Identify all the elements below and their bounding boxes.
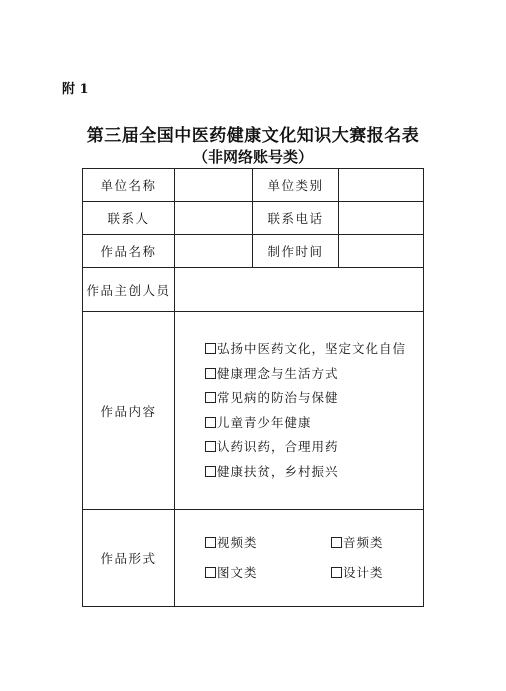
content-options (175, 312, 424, 510)
phone-label: 联系电话 (253, 202, 339, 235)
form-type-options (175, 510, 424, 607)
content-option[interactable] (205, 362, 423, 387)
row-content (83, 312, 424, 510)
checkbox[interactable] (331, 567, 342, 578)
checkbox[interactable] (331, 537, 342, 548)
unit-name-field[interactable] (175, 169, 253, 202)
form-option[interactable] (205, 531, 331, 556)
option-label: 图文类 (217, 565, 258, 580)
option-label: 视频类 (217, 534, 258, 550)
checkbox[interactable] (205, 567, 216, 578)
creators-field[interactable] (175, 268, 424, 312)
option-label: 健康扶贫，乡村振兴 (217, 463, 339, 479)
contact-field[interactable] (175, 202, 253, 235)
option-label: 儿童青少年健康 (217, 414, 312, 430)
form-option[interactable] (331, 561, 411, 586)
row-unit (83, 169, 424, 202)
checkbox[interactable] (205, 466, 216, 477)
unit-type-label: 单位类别 (253, 169, 339, 202)
option-label: 音频类 (343, 534, 384, 550)
made-time-field[interactable] (339, 235, 424, 268)
option-label: 认药识药，合理用药 (217, 439, 339, 454)
content-option[interactable] (205, 386, 423, 411)
content-label: 作品内容 (83, 312, 175, 510)
form-type-label: 作品形式 (83, 510, 175, 607)
option-label: 健康理念与生活方式 (217, 365, 339, 381)
checkbox[interactable] (205, 343, 216, 354)
content-option[interactable] (205, 435, 423, 460)
work-name-field[interactable] (175, 235, 253, 268)
content-option[interactable] (205, 460, 423, 485)
creators-label: 作品主创人员 (83, 268, 175, 312)
form-title: 第三届全国中医药健康文化知识大赛报名表 (86, 126, 420, 146)
checkbox[interactable] (205, 537, 216, 548)
work-name-label: 作品名称 (83, 235, 175, 268)
content-option[interactable] (205, 411, 423, 436)
form-option[interactable] (205, 561, 331, 586)
row-contact (83, 202, 424, 235)
form-option[interactable] (331, 531, 411, 556)
checkbox[interactable] (205, 392, 216, 403)
unit-type-field[interactable] (339, 169, 424, 202)
option-label: 设计类 (343, 565, 384, 580)
row-form (83, 510, 424, 607)
contact-label: 联系人 (83, 202, 175, 235)
checkbox[interactable] (205, 441, 216, 452)
attachment-label: 附 1 (62, 82, 89, 97)
unit-name-label: 单位名称 (83, 169, 175, 202)
form-subtitle: （非网络账号类） (192, 148, 313, 166)
option-label: 弘扬中医药文化，坚定文化自信 (217, 341, 407, 356)
checkbox[interactable] (205, 417, 216, 428)
checkbox[interactable] (205, 368, 216, 379)
content-option[interactable] (205, 337, 423, 362)
registration-table (82, 168, 424, 607)
row-work (83, 235, 424, 268)
row-creators (83, 268, 424, 312)
phone-field[interactable] (339, 202, 424, 235)
made-time-label: 制作时间 (253, 235, 339, 268)
option-label: 常见病的防治与保健 (217, 390, 339, 405)
